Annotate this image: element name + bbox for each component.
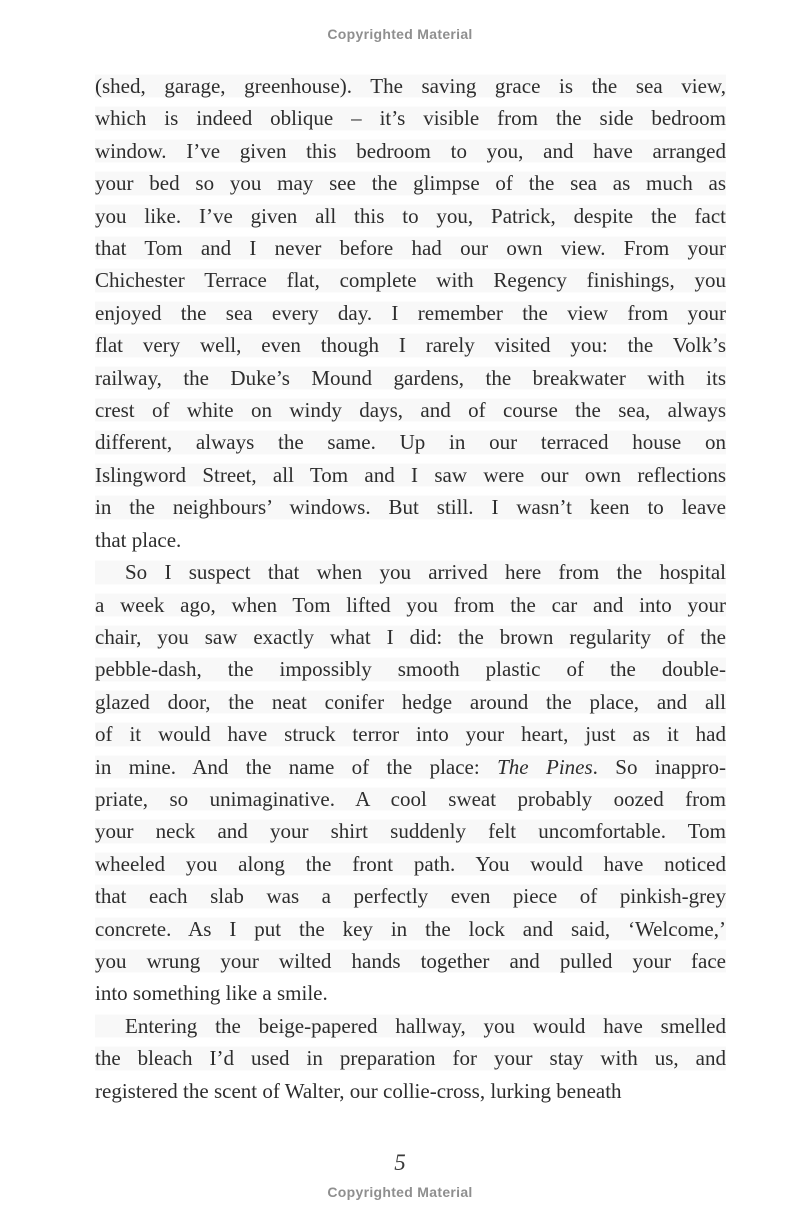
page-number: 5 xyxy=(394,1150,406,1175)
text-line: you wrung your wilted hands together and pulled your face xyxy=(95,945,726,977)
text-line: glazed door, the neat conifer hedge around the place, and all xyxy=(95,686,726,718)
text-line: Islingword Street, all Tom and I saw were our own reflections xyxy=(95,459,726,491)
text-line: flat very well, even though I rarely visited you: the Volk’s xyxy=(95,329,726,361)
text-line: in mine. And the name of the place: The Pines. So inappro- xyxy=(95,751,726,783)
text-line: in the neighbours’ windows. But still. I wasn’t keen to leave xyxy=(95,491,726,523)
text-line: So I suspect that when you arrived here from the hospital xyxy=(95,556,726,588)
text-line: registered the scent of Walter, our collie-cross, lurking beneath xyxy=(95,1078,622,1103)
text-line: (shed, garage, greenhouse). The saving grace is the sea view, xyxy=(95,70,726,102)
copyright-footer: Copyrighted Material xyxy=(327,1184,473,1200)
text-line: priate, so unimaginative. A cool sweat probably oozed from xyxy=(95,783,726,815)
copyright-header: Copyrighted Material xyxy=(327,26,473,42)
text-line: into something like a smile. xyxy=(95,981,328,1006)
text-line: crest of white on windy days, and of course the sea, always xyxy=(95,394,726,426)
text-line: chair, you saw exactly what I did: the brown regularity of the xyxy=(95,621,726,653)
text-line: Entering the beige-papered hallway, you would have smelled xyxy=(95,1010,726,1042)
text-line: that Tom and I never before had our own view. From your xyxy=(95,232,726,264)
text-line: the bleach I’d used in preparation for your stay with us, and xyxy=(95,1042,726,1074)
page-text xyxy=(95,70,726,1107)
text-line: pebble-dash, the impossibly smooth plastic of the double- xyxy=(95,653,726,685)
text-line: wheeled you along the front path. You would have noticed xyxy=(95,848,726,880)
text-line: window. I’ve given this bedroom to you, and have arranged xyxy=(95,135,726,167)
text-line: that place. xyxy=(95,527,182,552)
text-line: you like. I’ve given all this to you, Patrick, despite the fact xyxy=(95,200,726,232)
text-line: your neck and your shirt suddenly felt uncomfortable. Tom xyxy=(95,815,726,847)
text-line: concrete. As I put the key in the lock and said, ‘Welcome,’ xyxy=(95,913,726,945)
text-line: of it would have struck terror into your heart, just as it had xyxy=(95,718,726,750)
text-line: Chichester Terrace flat, complete with Regency finishings, you xyxy=(95,264,726,296)
text-line: your bed so you may see the glimpse of the sea as much as xyxy=(95,167,726,199)
text-line: which is indeed oblique – it’s visible from the side bedroom xyxy=(95,102,726,134)
text-line: a week ago, when Tom lifted you from the car and into your xyxy=(95,589,726,621)
text-line: enjoyed the sea every day. I remember the view from your xyxy=(95,297,726,329)
text-line: that each slab was a perfectly even piece of pinkish-grey xyxy=(95,880,726,912)
text-line: different, always the same. Up in our terraced house on xyxy=(95,426,726,458)
text-line: railway, the Duke’s Mound gardens, the breakwater with its xyxy=(95,362,726,394)
